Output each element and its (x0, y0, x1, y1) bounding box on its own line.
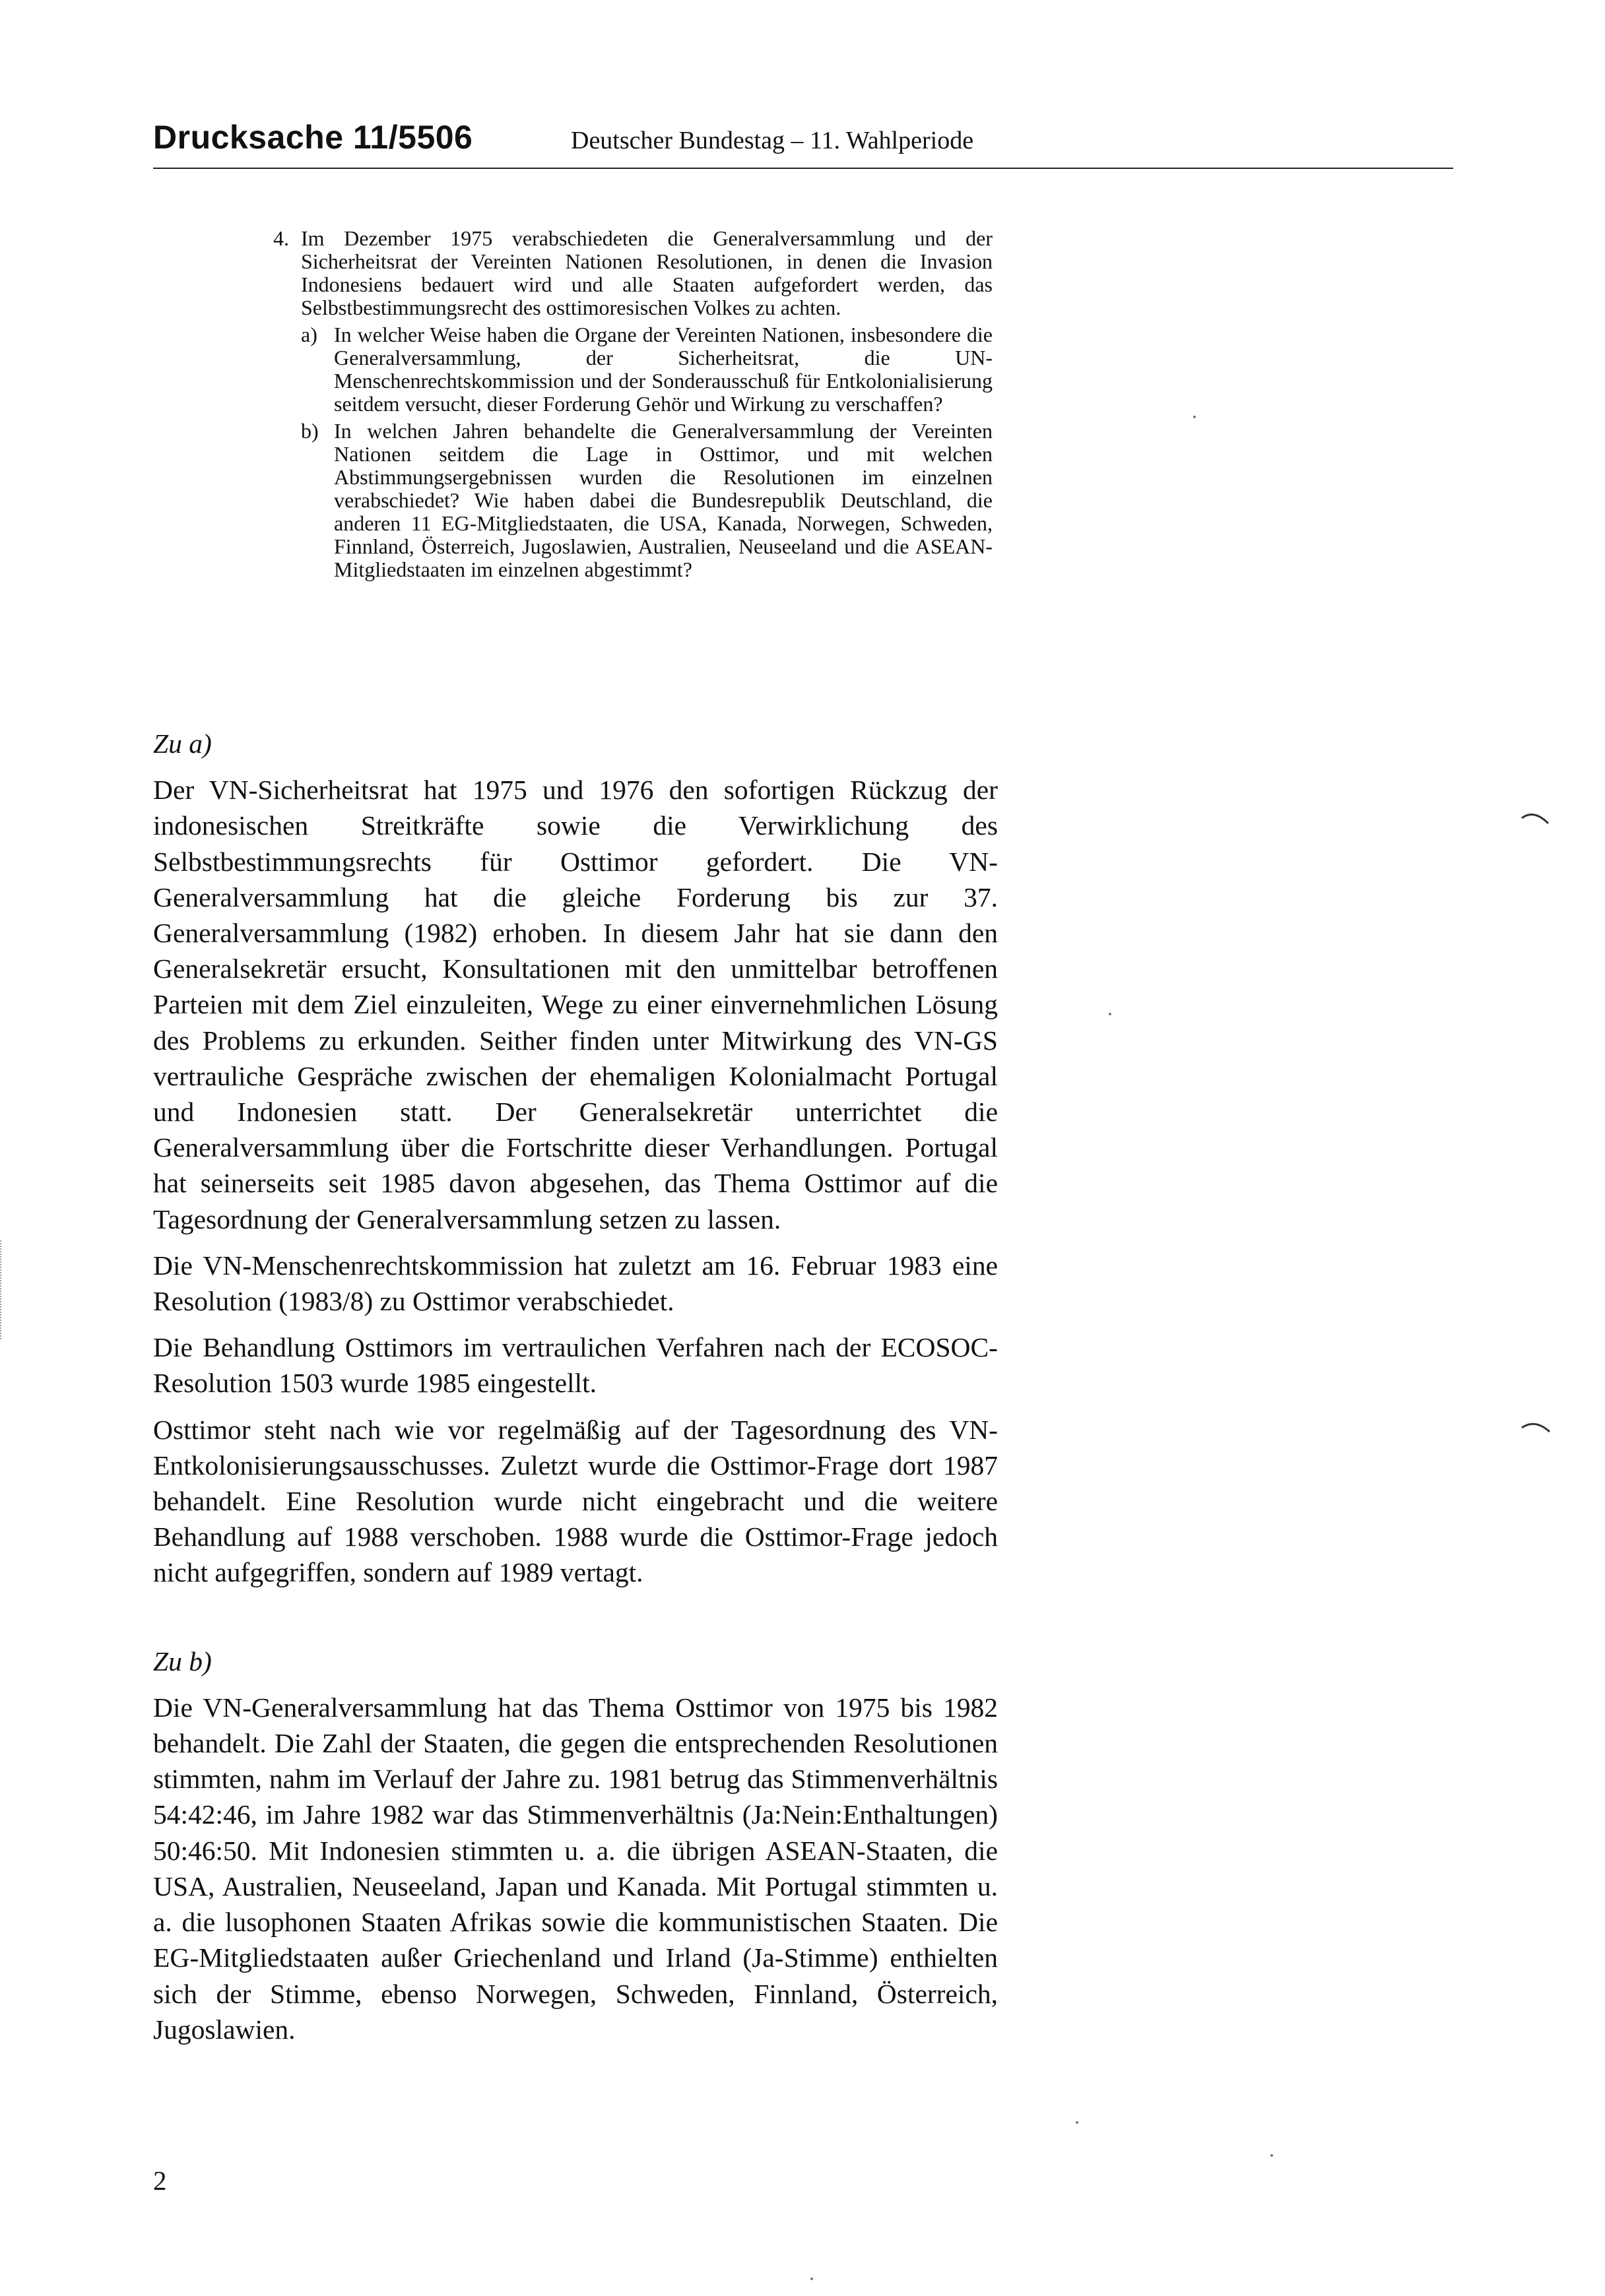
scan-speck (1109, 1013, 1111, 1015)
question-body (301, 227, 993, 581)
question-number: 4. (273, 226, 289, 250)
section-heading-a: Zu a) (153, 728, 212, 759)
question-item (273, 227, 993, 581)
scan-speck (1193, 416, 1196, 418)
page-number: 2 (153, 2165, 167, 2196)
question-text: Im Dezember 1975 verabschiedeten die Generalversammlung und der Sicherheitsrat der Vereinten Nationen Resolutionen, in denen die Invasion Indonesiens bedauert wird und alle Staaten aufgefordert werden, das Selbstbestimmungsrecht des osttimoresischen Volkes zu achten. (301, 226, 993, 319)
answer-paragraph: Der VN-Sicherheitsrat hat 1975 und 1976 den sofortigen Rückzug der indonesischen Streitkräfte sowie die Verwirklichung des Selbstbestimmungsrechts für Osttimor gefordert. Die VN-Generalversammlung hat die gleiche Forderung bis zur 37. Generalversammlung (1982) erhoben. In diesem Jahr hat sie dann den Generalsekretär ersucht, Konsultationen mit den unmittelbar betroffenen Parteien mit dem Ziel einzuleiten, Wege zu einer einvernehmlichen Lösung des Problems zu erkunden. Seither finden unter Mitwirkung des VN-GS vertrauliche Gespräche zwischen der ehemaligen Kolonialmacht Portugal und Indonesien statt. Der Generalsekretär unterrichtet die Generalversammlung über die Fortschritte dieser Verhandlungen. Portugal hat seinerseits seit 1985 davon abgesehen, das Thema Osttimor auf die Tagesordnung der Generalversammlung setzen zu lassen. (153, 775, 998, 1234)
answer-paragraph: Die VN-Menschenrechtskommission hat zuletzt am 16. Februar 1983 eine Resolution (1983/8) zu Osttimor verabschiedet. (153, 1250, 998, 1317)
question-block (273, 227, 993, 581)
scan-artifact-mark (1518, 1412, 1557, 1438)
page-header (153, 117, 1453, 164)
section-heading-b: Zu b) (153, 1645, 212, 1676)
scan-artifact-mark (1518, 804, 1557, 830)
sub-item-label: a) (301, 323, 317, 346)
scan-speck (1076, 2121, 1078, 2124)
sub-item-label: b) (301, 419, 319, 443)
document-id: Drucksache 11/5506 (153, 119, 473, 156)
answer-paragraph: Osttimor steht nach wie vor regelmäßig auf der Tagesordnung des VN-Entkolonisierungsausschusses. Zuletzt wurde die Osttimor-Frage dort 1987 behandelt. Eine Resolution wurde nicht eingebracht und die weitere Behandlung auf 1988 verschoben. 1988 wurde die Osttimor-Frage jedoch nicht aufgegriffen, sondern auf 1989 vertagt. (153, 1414, 998, 1588)
header-divider (153, 168, 1453, 169)
answer-paragraph: Die Behandlung Osttimors im vertraulichen Verfahren nach der ECOSOC-Resolution 1503 wurde 1985 eingestellt. (153, 1332, 998, 1399)
question-sub-item-a (301, 323, 993, 416)
answers-section (153, 726, 998, 2058)
scan-speck (810, 2278, 813, 2280)
parliament-label: Deutscher Bundestag – 11. Wahlperiode (571, 127, 974, 154)
answer-paragraph: Die VN-Generalversammlung hat das Thema Osttimor von 1975 bis 1982 behandelt. Die Zahl der Staaten, die gegen die entsprechenden Resolutionen stimmten, nahm im Verlauf der Jahre zu. 1981 betrug das Stimmenverhältnis 54:42:46, im Jahre 1982 war das Stimmenverhältnis (Ja:Nein:Enthaltungen) 50:46:50. Mit Indonesien stimmten u. a. die übrigen ASEAN-Staaten, die USA, Australien, Neuseeland, Japan und Kanada. Mit Portugal stimmten u. a. die lusophonen Staaten Afrikas sowie die kommunistischen Staaten. Die EG-Mitgliedstaaten außer Griechenland und Irland (Ja-Stimme) enthielten sich der Stimme, ebenso Norwegen, Schweden, Finnland, Österreich, Jugoslawien. (153, 1692, 998, 2045)
scan-speck (1270, 2154, 1273, 2157)
scan-edge-marks (0, 1240, 4, 1339)
sub-item-text: In welchen Jahren behandelte die Generalversammlung der Vereinten Nationen seitdem die Lage in Osttimor, und mit welchen Abstimmungsergebnissen wurden die Resolutionen im einzelnen verabschiedet? Wie haben dabei die Bundesrepublik Deutschland, die anderen 11 EG-Mitgliedstaaten, die USA, Kanada, Norwegen, Schweden, Finnland, Österreich, Jugoslawien, Australien, Neuseeland und die ASEAN-Mitgliedstaaten im einzelnen abgestimmt? (334, 419, 993, 581)
sub-item-text: In welcher Weise haben die Organe der Vereinten Nationen, insbesondere die Generalversammlung, der Sicherheitsrat, die UN-Menschenrechtskommission und der Sonderausschuß für Entkolonialisierung seitdem versucht, dieser Forderung Gehör und Wirkung zu verschaffen? (334, 323, 993, 416)
question-sub-item-b (301, 420, 993, 581)
